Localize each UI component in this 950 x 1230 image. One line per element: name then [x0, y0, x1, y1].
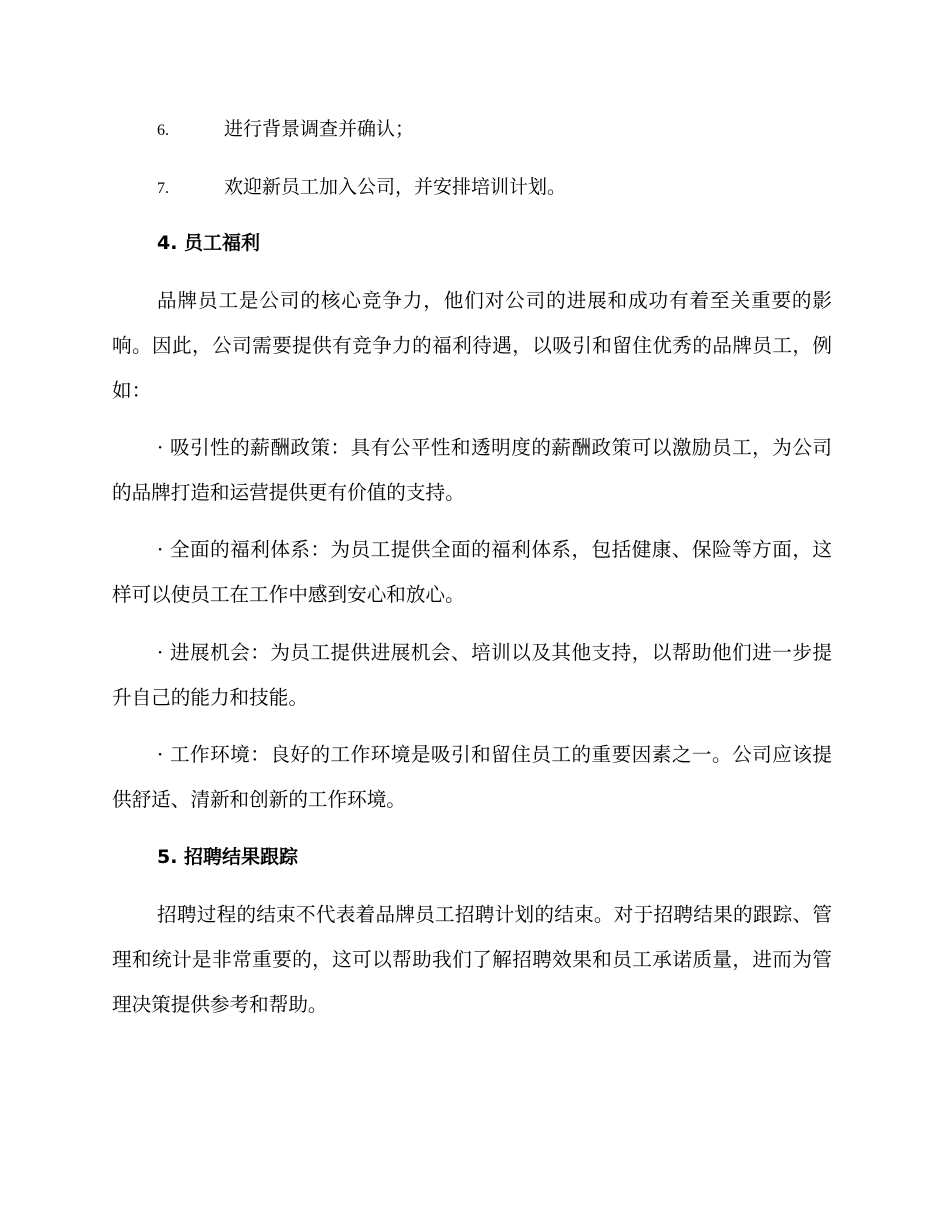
section-intro-paragraph: 品牌员工是公司的核心竞争力，他们对公司的进展和成功有着至关重要的影响。因此，公司需要提供有竞争力的福利待遇，以吸引和留住优秀的品牌员工，例如：: [112, 289, 832, 402]
benefit-bullet-growth: · 进展机会：为员工提供进展机会、培训以及其他支持，以帮助他们进一步提升自己的能力和技能。: [112, 641, 832, 709]
list-item-text: 欢迎新员工加入公司，并安排培训计划。: [224, 176, 567, 198]
list-item-text: 进行背景调查并确认；: [224, 118, 415, 140]
list-item: [157, 172, 566, 202]
tracking-paragraph: 招聘过程的结束不代表着品牌员工招聘计划的结束。对于招聘结果的跟踪、管理和统计是非常重要的，这可以帮助我们了解招聘效果和员工承诺质量，进而为管理决策提供参考和帮助。: [112, 903, 832, 1016]
section-heading-tracking: 5. 招聘结果跟踪: [157, 846, 299, 868]
list-item-number: 6.: [157, 122, 169, 139]
list-item-number: 7.: [157, 180, 169, 197]
section-heading-benefits: 4. 员工福利: [157, 232, 261, 254]
benefit-bullet-welfare: · 全面的福利体系：为员工提供全面的福利体系，包括健康、保险等方面，这样可以使员工在工作中感到安心和放心。: [112, 538, 832, 606]
benefit-bullet-salary: · 吸引性的薪酬政策：具有公平性和透明度的薪酬政策可以激励员工，为公司的品牌打造和运营提供更有价值的支持。: [112, 436, 832, 504]
benefit-bullet-environment: · 工作环境：良好的工作环境是吸引和留住员工的重要因素之一。公司应该提供舒适、清新和创新的工作环境。: [112, 743, 832, 811]
list-item: [157, 114, 414, 144]
